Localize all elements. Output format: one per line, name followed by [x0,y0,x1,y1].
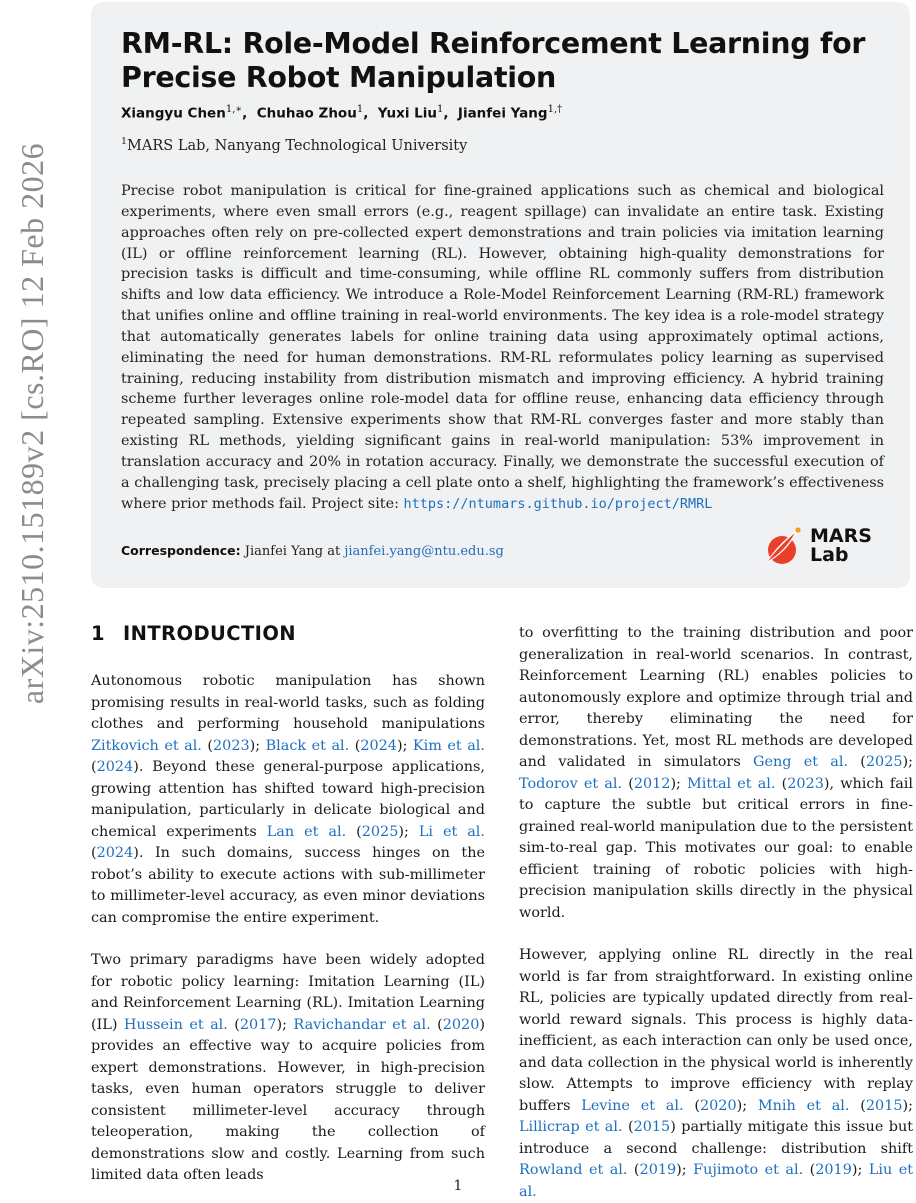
citation-link[interactable]: Black et al. [265,737,350,754]
mars-lab-logo [758,521,888,571]
paragraph-text: ( [683,1097,700,1114]
paragraph-text: However, applying online RL directly in the real world is far from straightforward. In existing online RL, policies are typically updated directly from real-world reward signals. This process is highly data-inefficient, as each interaction can only be used once, and data collection in the physical world is inherently slow. Attempts to improve efficiency with replay buffers [519,947,913,1114]
citation-link[interactable]: 2024 [96,845,134,861]
citation-link[interactable]: 2017 [239,1016,277,1033]
citation-link[interactable]: Rowland et al. [519,1162,628,1178]
paragraph-text: ) partially mitigate this issue but introduce a second challenge: distribution shift [519,1119,913,1157]
paragraph-text: ); [398,823,419,840]
citation-link[interactable]: Liu et al. [519,1162,913,1200]
paragraph-text: ), which fail to capture the subtle but critical errors in fine-grained real-world manipulation due to the persistent sim-to-real gap. This motivates our goal: to enable efficient training of robotic policies with high-precision manipulation skills directly in the physical world. [519,775,913,921]
citation-link[interactable]: 2025 [361,823,399,840]
paragraph-text: ); [396,737,413,754]
affiliation-text: MARS Lab, Nanyang Technological University [127,137,468,154]
paragraph-text: ( [803,1162,816,1178]
citation-link[interactable]: Kim et al. [412,737,485,754]
correspondence-label: Correspondence: [121,543,241,558]
author-name: Yuxi Liu [377,105,438,122]
project-site-link[interactable]: https://ntumars.github.io/project/RMRL [403,495,713,512]
paragraph-text: ). In such domains, success hinges on the robot’s ability to execute actions with sub-millimeter to millimeter-level accuracy, as even minor deviations can compromise the entire experiment. [91,845,485,926]
section-number: 1 [91,622,105,645]
paragraph-text: ); [902,754,913,770]
citation-link[interactable]: Fujimoto et al. [693,1162,804,1178]
paragraph-text: ( [627,1162,640,1178]
citation-link[interactable]: 2015 [865,1097,903,1114]
affiliation [121,136,467,154]
abstract-text: Precise robot manipulation is critical for fine-grained applications such as chemical and biological experiments, where even small errors (e.g., reagent spillage) can invalidate an entire task. Existing approaches often rely on pre-collected expert demonstrations and train policies via imitation learning (IL) or offline reinforcement learning (RL). However, obtaining high-quality demonstrations for precision tasks is difficult and time-consuming, while offline RL commonly suffers from distribution shifts and low data efficiency. We introduce a Role-Model Reinforcement Learning (RM-RL) framework that unifies online and offline training in real-world environments. The key idea is a role-model strategy that automatically generates labels for online training data using approximately optimal actions, eliminating the need for human demonstrations. RM-RL reformulates policy learning as supervised training, reducing instability from distribution mismatch and improving efficiency. A hybrid training scheme further leverages online role-model data for offline reuse, enhancing data efficiency through repeated sampling. Extensive experiments show that RM-RL converges faster and more stably than existing RL methods, yielding significant gains in real-world manipulation: 53% improvement in translation accuracy and 20% in rotation accuracy. Finally, we demonstrate the successful execution of a challenging task, precisely placing a cell plate onto a shelf, highlighting the framework’s effectiveness where prior methods fail. Project site: [121,183,884,512]
paragraph [91,671,485,929]
affiliation-mark: 1 [121,136,128,147]
citation-link[interactable]: Mittal et al. [687,775,776,792]
citation-link[interactable]: Levine et al. [581,1097,684,1114]
citation-link[interactable]: 2024 [360,737,397,754]
author-name: Chuhao Zhou [256,105,357,122]
paragraph-text: ( [346,823,362,840]
citation-link[interactable]: 2023 [787,775,824,792]
citation-link[interactable]: Hussein et al. [123,1016,228,1033]
citation-link[interactable]: Lan et al. [266,823,347,840]
paragraph-text: ); [249,737,266,754]
citation-link[interactable]: 2019 [815,1162,852,1178]
author-mark: 1,† [547,104,563,115]
paragraph-text: ); [676,1162,694,1178]
paragraph-text: ( [848,754,866,770]
author-mark: 1 [356,104,364,115]
paragraph-text: ( [201,737,214,754]
section-title: INTRODUCTION [122,622,297,645]
arxiv-identifier-text: arXiv:2510.15189v2 [cs.RO] 12 Feb 2026 [14,142,51,704]
paragraph [519,623,913,924]
paragraph-text: Autonomous robotic manipulation has shown promising results in real-world tasks, such as folding clothes and performing household manipulations [91,673,485,732]
paragraph-text: ) provides an effective way to acquire policies from expert demonstrations. However, in high-precision tasks, even human operators struggle to deliver consistent millimeter-level accuracy through teleoperation, making the collection of demonstrations slow and costly. Learning from such limited data often leads [91,1016,485,1183]
paper-title: RM-RL: Role-Model Reinforcement Learning for Precise Robot Manipulation [121,27,866,94]
citation-link[interactable]: 2020 [700,1097,737,1114]
logo-line1: MARS [810,525,872,547]
correspondence-email-link[interactable]: jianfei.yang@ntu.edu.sg [344,544,504,559]
citation-link[interactable]: Lillicrap et al. [519,1119,623,1135]
paragraph [519,945,913,1203]
logo-line2: Lab [810,544,849,566]
author-list: Xiangyu Chen$^{1,∗}$, Chuhao Zhou$^1$, Yuxi Liu$^1$, Jianfei Yang$^{1,\dagger}$ [121,104,563,122]
citation-link[interactable]: 2015 [633,1119,671,1135]
paragraph [91,950,485,1187]
arxiv-identifier [10,142,56,704]
correspondence [121,543,504,559]
left-column [91,671,485,1187]
author-mark: 1,∗ [225,104,243,115]
paragraph-text: ( [430,1016,443,1033]
citation-link[interactable]: 2019 [639,1162,677,1178]
author-mark: 1 [437,104,444,115]
citation-link[interactable]: Geng et al. [752,754,849,770]
paragraph-text: ( [622,1119,634,1135]
citation-link[interactable]: Ravichandar et al. [293,1016,431,1033]
citation-link[interactable]: Todorov et al. [519,775,623,792]
paragraph-text: Two primary paradigms have been widely adopted for robotic policy learning: Imitation Learning (IL) and Reinforcement Learning (RL). Imitation Learning (IL) [91,952,485,1033]
paragraph-text: ( [849,1097,866,1114]
rocket-icon [758,523,804,569]
right-column [519,623,913,1203]
paragraph-text: ); [736,1097,758,1114]
citation-link[interactable]: Zitkovich et al. [91,737,202,754]
paragraph-text: ( [775,775,788,792]
paragraph-text: ); [276,1016,294,1033]
author-name: Jianfei Yang [457,105,548,122]
citation-link[interactable]: 2024 [96,759,134,775]
citation-link[interactable]: 2025 [865,754,903,770]
paragraph-text: ); [670,775,688,792]
paragraph-text: ); [902,1097,913,1114]
paragraph-text: ( [349,737,361,754]
correspondence-name: Jianfei Yang at [244,544,341,559]
citation-link[interactable]: 2020 [442,1016,480,1033]
paragraph-text: ( [91,845,97,861]
section-heading [91,622,296,645]
citation-link[interactable]: Mnih et al. [757,1097,850,1114]
paragraph-text: ( [91,759,97,775]
page-number: 1 [453,1178,463,1194]
paragraph-text: ). Beyond these general-purpose applications, growing attention has shifted toward high-precision manipulation, particularly in delicate biological and chemical experiments [91,759,485,840]
citation-link[interactable]: 2012 [633,775,671,792]
abstract [121,181,884,515]
paragraph-text: ); [851,1162,869,1178]
paragraph-text: ( [622,775,634,792]
paragraph-text: ( [227,1016,240,1033]
citation-link[interactable]: 2023 [213,737,250,754]
paragraph-text: to overfitting to the training distribution and poor generalization in real-world scenarios. In contrast, Reinforcement Learning (RL) enables policies to autonomously explore and optimize through trial and error, thereby eliminating the need for demonstrations. Yet, most RL methods are developed and validated in simulators [519,625,913,770]
author-name: Xiangyu Chen [121,105,226,122]
citation-link[interactable]: Li et al. [418,823,485,840]
